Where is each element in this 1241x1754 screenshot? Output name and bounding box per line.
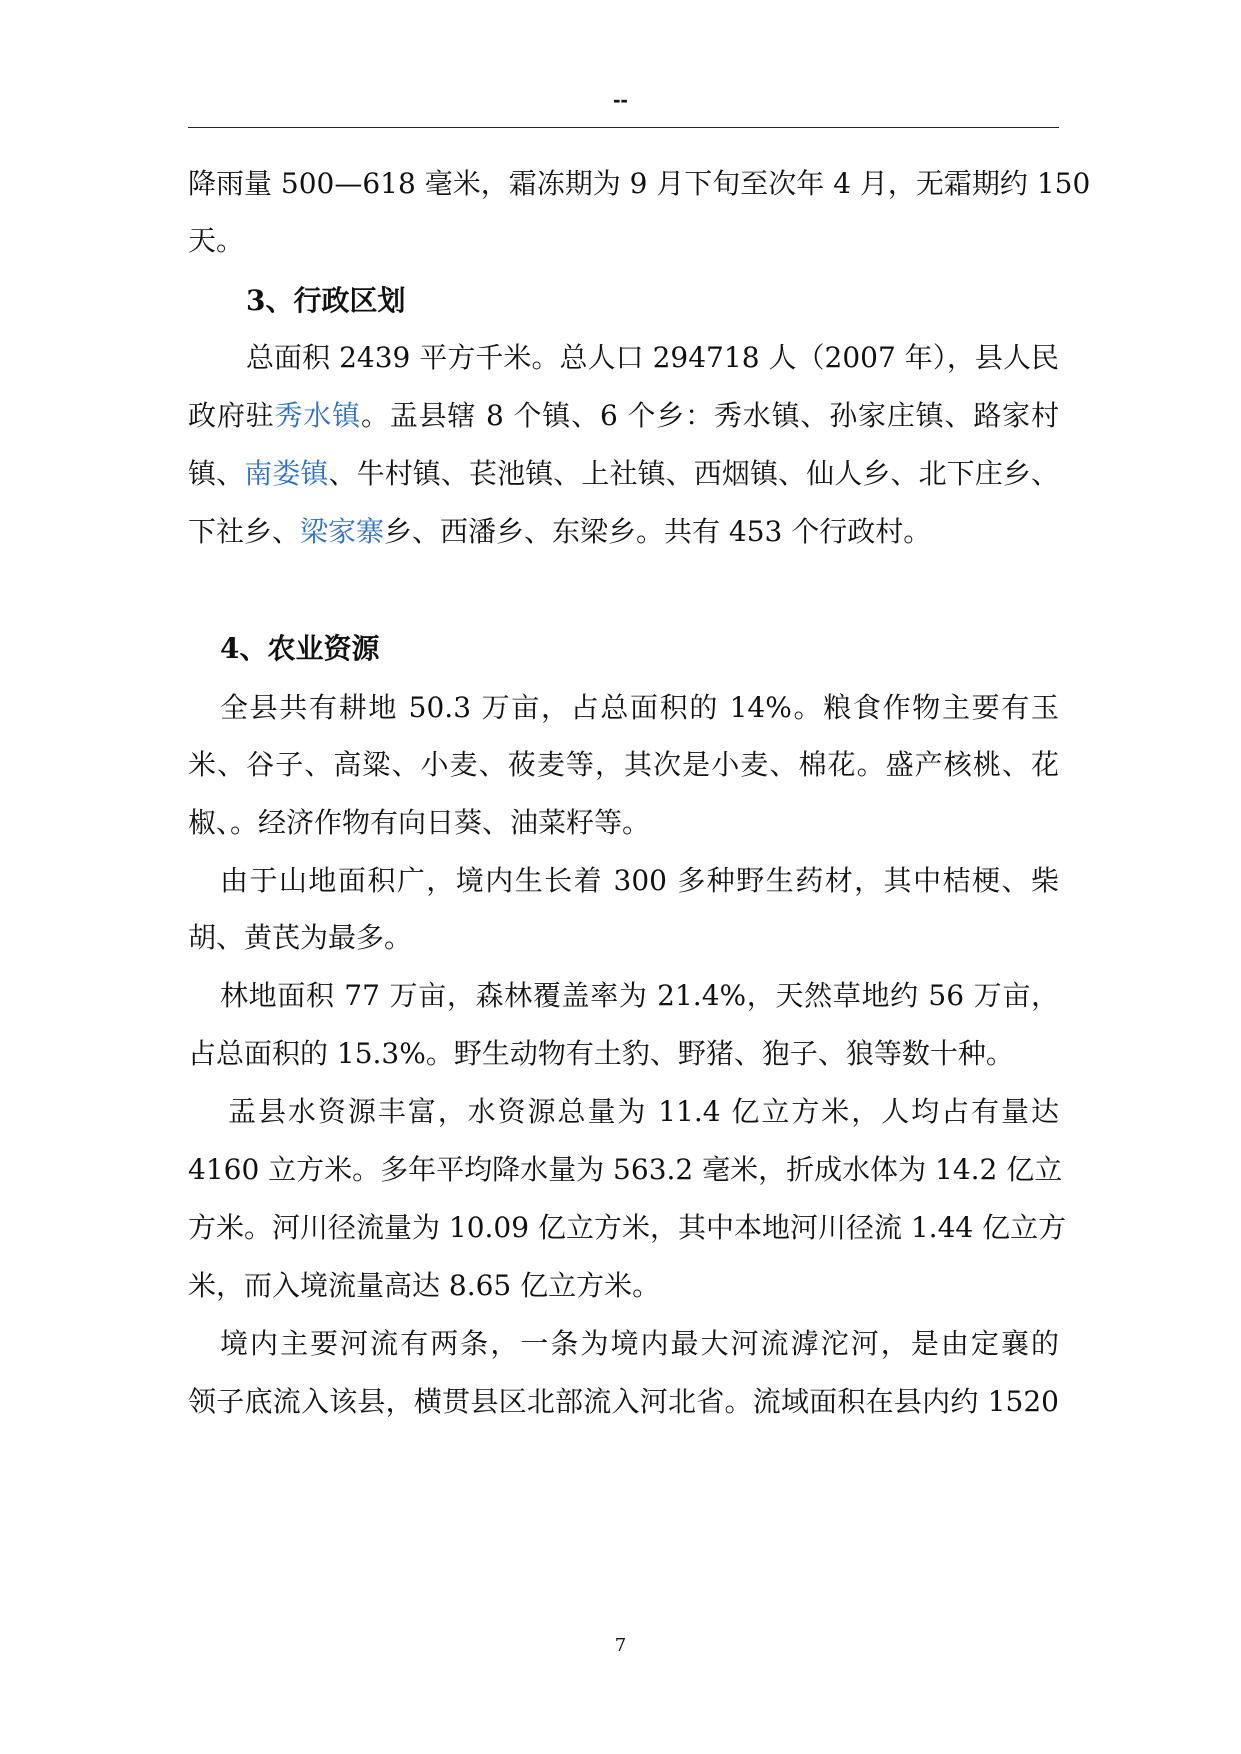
body-line: 方米。河川径流量为 10.09 亿立方米，其中本地河川径流 1.44 亿立方 [188, 1211, 1067, 1244]
body-line: 米、谷子、高粱、小麦、莜麦等，其次是小麦、棉花。盛产核桃、花 [188, 748, 1059, 781]
body-text: 镇、 [188, 457, 245, 490]
link-nanlou-town[interactable]: 南娄镇 [244, 457, 329, 490]
body-line: 全县共有耕地 50.3 万亩，占总面积的 14%。粮食作物主要有玉 [220, 691, 1059, 724]
header-divider [188, 127, 1059, 128]
body-line: 由于山地面积广，境内生长着 300 多种野生药材，其中桔梗、柴 [220, 864, 1059, 897]
body-line: 4160 立方米。多年平均降水量为 563.2 毫米，折成水体为 14.2 亿立 [188, 1153, 1063, 1186]
body-line: 境内主要河流有两条，一条为境内最大河流滹沱河，是由定襄的 [220, 1327, 1059, 1360]
body-text: 。盂县辖 8 个镇、6 个乡：秀水镇、孙家庄镇、路家村 [360, 399, 1059, 432]
body-line: 降雨量 500—618 毫米，霜冻期为 9 月下旬至次年 4 月，无霜期约 150 [188, 167, 1091, 200]
body-line: 盂县水资源丰富，水资源总量为 11.4 亿立方米，人均占有量达 [228, 1095, 1059, 1128]
body-text: 、牛村镇、苌池镇、上社镇、西烟镇、仙人乡、北下庄乡、 [328, 457, 1059, 490]
body-line-with-link [188, 396, 1059, 436]
body-line: 占总面积的 15.3%。野生动物有土豹、野猪、狍子、狼等数十种。 [188, 1037, 1014, 1070]
link-liangjiazhai[interactable]: 梁家寨 [300, 515, 385, 548]
body-line: 领子底流入该县，横贯县区北部流入河北省。流域面积在县内约 1520 [188, 1385, 1059, 1418]
body-line: 米，而入境流量高达 8.65 亿立方米。 [188, 1269, 661, 1302]
body-line: 椒、。经济作物有向日葵、油菜籽等。 [188, 806, 651, 839]
section-heading-agricultural-resources: 4、农业资源 [220, 632, 380, 665]
body-line: 林地面积 77 万亩，森林覆盖率为 21.4%，天然草地约 56 万亩， [220, 979, 1059, 1012]
body-line: 天。 [188, 224, 245, 257]
body-text: 乡、西潘乡、东梁乡。共有 453 个行政村。 [384, 515, 932, 548]
page-header-mark: -- [613, 87, 628, 112]
body-text: 下社乡、 [188, 515, 301, 548]
body-line-with-link [188, 454, 1059, 494]
body-line-with-link [188, 512, 1059, 552]
body-line: 总面积 2439 平方千米。总人口 294718 人（2007 年），县人民 [246, 341, 1059, 374]
link-xiushui-town[interactable]: 秀水镇 [274, 399, 361, 432]
section-heading-administrative-division: 3、行政区划 [246, 284, 406, 317]
body-line: 胡、黄芪为最多。 [188, 921, 413, 954]
body-text: 政府驻 [188, 399, 275, 432]
page-number: 7 [614, 1635, 627, 1656]
